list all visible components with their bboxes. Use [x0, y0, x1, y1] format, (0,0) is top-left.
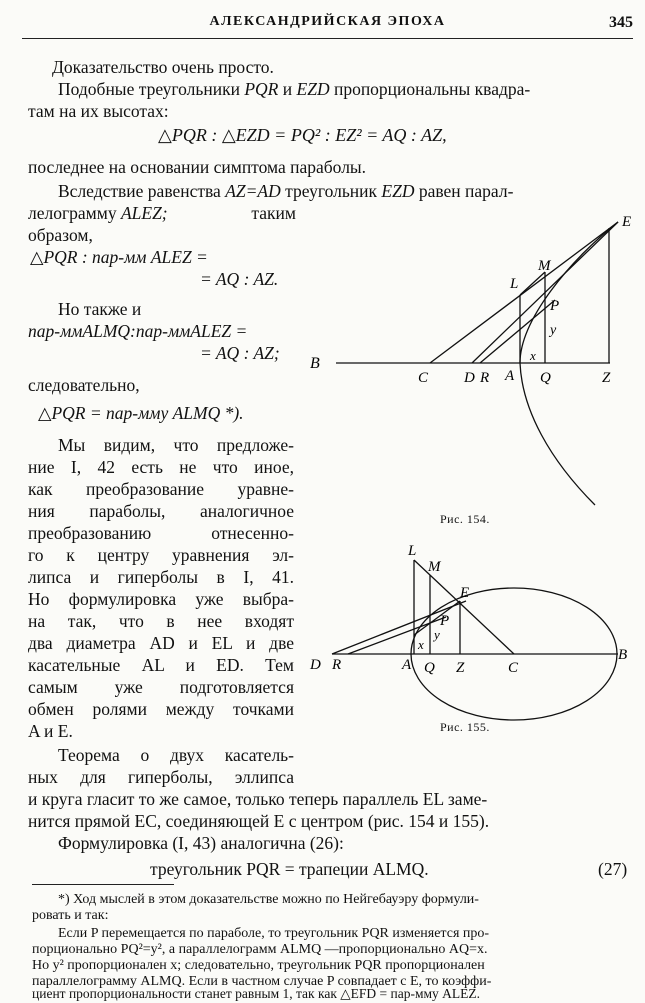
label-p: P: [550, 298, 560, 314]
column-line: A и E.: [28, 721, 73, 741]
column-line: липса и гиперболы в I, 41.: [28, 567, 294, 587]
label-y: y: [550, 323, 557, 338]
formula: △PQR = пар-мму ALMQ *).: [38, 403, 244, 423]
column-line: Теорема о двух касатель-: [58, 745, 294, 765]
label-x: x: [530, 348, 536, 363]
text-run: Подобные треугольники: [58, 79, 245, 99]
label-e: E: [460, 585, 470, 601]
page-header: [22, 12, 633, 39]
column-line: обмен ролями между точками: [28, 699, 294, 719]
equation-number: (27): [598, 859, 628, 879]
formula: △PQR : пар-мм ALEZ =: [30, 247, 208, 267]
paragraph-line: Формулировка (I, 43) аналогична (26):: [58, 833, 344, 853]
label-a: A: [402, 657, 412, 673]
label-c: C: [418, 370, 429, 386]
text-run: Вследствие равенства: [58, 181, 226, 201]
formula: пар-ммALMQ:пар-ммALEZ =: [28, 321, 248, 341]
label-q: Q: [540, 370, 551, 386]
column-line: ние I, 42 есть не что иное,: [28, 457, 294, 477]
math-run: EZD: [296, 79, 330, 99]
footnote-line: *) Ход мыслей в этом доказательстве можно по Нейгебауэру формули-: [58, 892, 479, 907]
label-p: P: [440, 613, 450, 629]
text-run: лелограмму: [28, 203, 121, 223]
paragraph-line: образом,: [28, 225, 93, 245]
figure-caption: Рис. 154.: [440, 512, 490, 526]
label-d: D: [464, 370, 475, 386]
running-title: АЛЕКСАНДРИЙСКАЯ ЭПОХА: [209, 14, 446, 29]
column-line: как преобразование уравне-: [28, 479, 294, 499]
column-line: касательные AL и ED. Тем: [28, 655, 294, 675]
footnote-line: Если P перемещается по параболе, то треугольник PQR изменяется про-: [58, 926, 490, 941]
text-run: таким: [251, 203, 296, 223]
figure-155: [300, 535, 640, 725]
formula: = AQ : AZ;: [200, 343, 280, 363]
math-run: EZD: [381, 181, 415, 201]
math-run: ALEZ;: [120, 203, 168, 223]
column-line: два диаметра AD и EL и две: [28, 633, 294, 653]
footnote-line: ровать и так:: [32, 908, 109, 923]
paragraph-line: Доказательство очень просто.: [52, 57, 274, 77]
formula: треугольник PQR = трапеции ALMQ.: [150, 859, 429, 879]
label-e: E: [622, 214, 632, 230]
column-line: преобразованию отнесенно-: [28, 523, 294, 543]
formula: = AQ : AZ.: [200, 269, 279, 289]
paragraph-line: [28, 202, 296, 224]
label-r: R: [480, 370, 490, 386]
footnote-line: порционально PQ²=y², а параллелограмм ALMQ —пропорционально AQ=x.: [32, 942, 488, 957]
text-run: треугольник: [280, 181, 382, 201]
column-line: го к центру уравнения эл-: [28, 545, 294, 565]
label-m: M: [428, 559, 441, 575]
segment-lm: [520, 272, 545, 295]
label-a: A: [505, 368, 515, 384]
label-z: Z: [456, 660, 465, 676]
column-line: Но формулировка уже выбра-: [28, 589, 294, 609]
label-b: B: [310, 355, 320, 372]
column-line: на так, что в нее входят: [28, 611, 294, 631]
label-c: C: [508, 660, 519, 676]
paragraph-line: последнее на основании симптома параболы.: [28, 157, 367, 177]
paragraph-line: следовательно,: [28, 375, 140, 395]
column-line: ных для гиперболы, эллипса: [28, 767, 294, 787]
figure-154: [300, 200, 640, 510]
label-z: Z: [602, 370, 611, 386]
paragraph-line: [58, 180, 513, 202]
label-y: y: [434, 627, 440, 642]
paragraph-line: Но также и: [58, 299, 142, 319]
label-m: M: [538, 258, 551, 274]
math-run: PQR: [244, 79, 279, 99]
label-b: B: [618, 647, 628, 663]
paragraph-line: и круга гласит то же самое, только теперь параллель EL заме-: [28, 789, 488, 809]
footnote-line: Но y² пропорционален x; следовательно, треугольник PQR пропорционален: [32, 958, 485, 973]
figure-caption: Рис. 155.: [440, 720, 490, 734]
text-run: пропорциональны квадра-: [329, 79, 531, 99]
label-r: R: [332, 657, 342, 673]
label-d: D: [310, 657, 321, 673]
math-run: AZ=AD: [225, 181, 281, 201]
label-q: Q: [424, 660, 435, 676]
paragraph-line: нится прямой EC, соединяющей E с центром (рис. 154 и 155).: [28, 811, 490, 831]
column-line: Мы видим, что предложе-: [58, 435, 294, 455]
footnote-line: циент пропорциональности станет равным 1, так как △EFD = пар-мму ALEZ.: [32, 986, 481, 1001]
text-run: равен парал-: [414, 181, 514, 201]
column-line: самым уже подготовляется: [28, 677, 294, 697]
footnote-line: параллелограмму ALMQ. Если в частном случае P совпадает с E, то коэффи-: [32, 974, 492, 989]
paragraph-line: [58, 78, 530, 100]
label-l: L: [510, 276, 519, 292]
line-rp: [480, 300, 555, 363]
page-number: 345: [609, 14, 633, 31]
text-run: и: [278, 79, 297, 99]
formula: △PQR : △EZD = PQ² : EZ² = AQ : AZ,: [158, 125, 447, 145]
paragraph-line: там на их высотах:: [28, 101, 169, 121]
column-line: ния параболы, аналогичное: [28, 501, 294, 521]
label-x: x: [418, 637, 424, 652]
footnote-rule: [32, 884, 174, 885]
label-l: L: [408, 543, 417, 559]
